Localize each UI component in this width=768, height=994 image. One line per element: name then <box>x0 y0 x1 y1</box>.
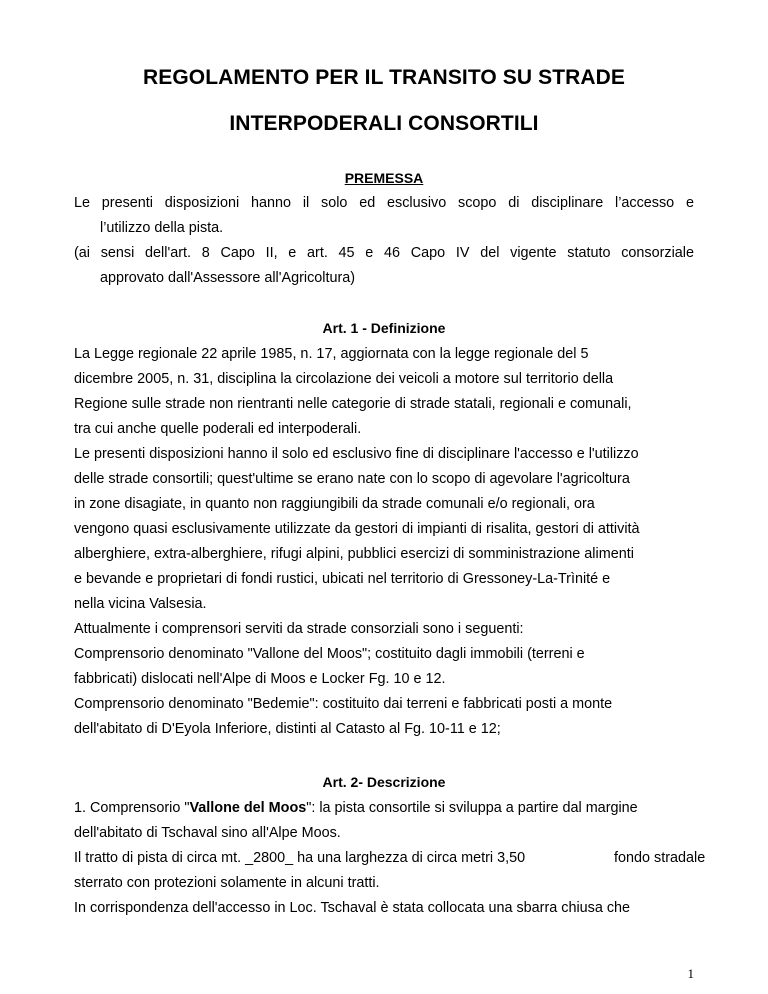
art1-line: in zone disagiate, in quanto non raggiungibili da strade comunali e/o regionali, ora <box>74 496 595 512</box>
art2-line-3-part-b: fondo stradale <box>614 850 706 866</box>
art2-line-1-bold-name: Vallone del Moos <box>189 800 307 816</box>
art1-line: Regione sulle strade non rientranti nelle categorie di strade statali, regionali e comunali, <box>74 396 632 412</box>
premessa-paragraph-1-line-1: Le presenti disposizioni hanno il solo ed esclusivo scopo di disciplinare l’accesso e <box>74 195 694 211</box>
art1-line: fabbricati) dislocati nell'Alpe di Moos e Locker Fg. 10 e 12. <box>74 671 446 687</box>
art2-line-4: sterrato con protezioni solamente in alcuni tratti. <box>74 875 380 891</box>
art1-line: La Legge regionale 22 aprile 1985, n. 17, aggiornata con la legge regionale del 5 <box>74 346 589 362</box>
premessa-paragraph-2-line-1: (ai sensi dell'art. 8 Capo II, e art. 45 e 46 Capo IV del vigente statuto consorziale <box>74 245 694 261</box>
art1-line: Comprensorio denominato "Bedemie": costituito dai terreni e fabbricati posti a monte <box>74 696 613 712</box>
premessa-paragraph-1-line-2: l’utilizzo della pista. <box>100 220 224 236</box>
art1-line: delle strade consortili; quest'ultime se erano nate con lo scopo di agevolare l'agricoltura <box>74 471 630 487</box>
art2-line-1-suffix: ": la pista consortile si sviluppa a partire dal margine <box>306 800 638 816</box>
section-heading-art-2: Art. 2- Descrizione <box>322 774 446 790</box>
document-title-line-1: REGOLAMENTO PER IL TRANSITO SU STRADE <box>142 66 626 89</box>
art1-line: nella vicina Valsesia. <box>74 596 207 612</box>
document-title-line-2: INTERPODERALI CONSORTILI <box>229 112 539 135</box>
art1-line: dell'abitato di D'Eyola Inferiore, distinti al Catasto al Fg. 10-11 e 12; <box>74 721 501 737</box>
art1-line: tra cui anche quelle poderali ed interpoderali. <box>74 421 362 437</box>
section-heading-art-1: Art. 1 - Definizione <box>322 320 446 336</box>
art1-line: e bevande e proprietari di fondi rustici, ubicati nel territorio di Gressoney-La-Trìnité e <box>74 571 611 587</box>
art2-line-1-prefix: 1. Comprensorio " <box>74 800 190 816</box>
art1-line: Comprensorio denominato "Vallone del Moos"; costituito dagli immobili (terreni e <box>74 646 585 662</box>
art1-line: dicembre 2005, n. 31, disciplina la circolazione dei veicoli a motore sul territorio della <box>74 371 614 387</box>
art1-line: alberghiere, extra-alberghiere, rifugi alpini, pubblici esercizi di somministrazione alimenti <box>74 546 634 562</box>
premessa-paragraph-2-line-2: approvato dall'Assessore all'Agricoltura) <box>100 270 356 286</box>
art1-line: vengono quasi esclusivamente utilizzate da gestori di impianti di risalita, gestori di attività <box>74 521 640 537</box>
art1-line: Attualmente i comprensori serviti da strade consorziali sono i seguenti: <box>74 621 524 637</box>
art2-line-1 <box>74 799 694 817</box>
art2-line-2: dell'abitato di Tschaval sino all'Alpe Moos. <box>74 825 341 841</box>
art2-line-3-part-a: Il tratto di pista di circa mt. _2800_ ha una larghezza di circa metri 3,50 <box>74 850 526 866</box>
art2-line-3 <box>74 849 706 867</box>
page-number: 1 <box>687 966 694 981</box>
art1-line: Le presenti disposizioni hanno il solo ed esclusivo fine di disciplinare l'accesso e l'utilizzo <box>74 446 639 462</box>
art2-line-5: In corrispondenza dell'accesso in Loc. Tschaval è stata collocata una sbarra chiusa che <box>74 900 631 916</box>
section-heading-premessa: PREMESSA <box>344 170 424 186</box>
